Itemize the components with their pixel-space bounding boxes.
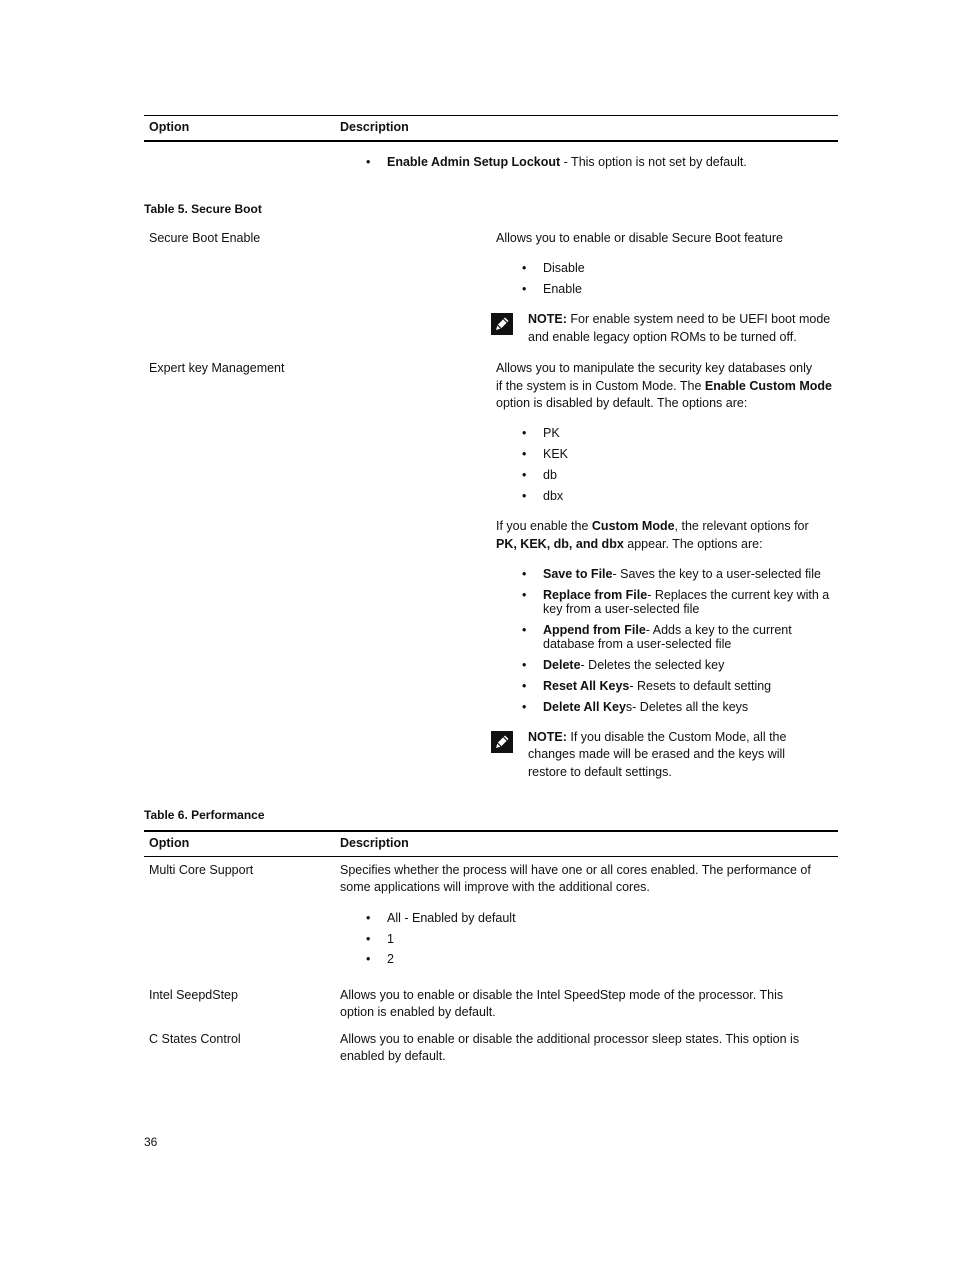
list-item-text: dbx xyxy=(543,489,564,503)
bullet-icon: • xyxy=(522,679,527,693)
bullet-icon: • xyxy=(522,447,527,461)
bullet-icon: • xyxy=(522,489,527,503)
bullet-icon: • xyxy=(522,700,527,714)
note-line: changes made will be erased and the keys will xyxy=(528,747,786,761)
option-desc-cont: database from a user-selected file xyxy=(543,637,732,651)
table-top-rule xyxy=(144,830,838,832)
note-line: If you disable the Custom Mode, all the xyxy=(566,730,787,744)
bullet-icon: • xyxy=(366,932,371,946)
option-desc: - Adds a key to the current xyxy=(645,623,792,637)
option-name: Delete xyxy=(543,658,581,672)
option-intel-speedstep: Intel SeepdStep xyxy=(149,988,238,1002)
table-caption-performance: Table 6. Performance xyxy=(144,808,265,822)
paragraph-text xyxy=(496,536,763,553)
list-item-text: Disable xyxy=(543,261,585,275)
option-name: Save to File xyxy=(543,567,613,581)
paragraph-fragment: appear. The options are: xyxy=(623,537,763,551)
list-item xyxy=(522,657,725,674)
list-item xyxy=(366,951,394,968)
description-text: Allows you to manipulate the security key databases only xyxy=(496,361,813,375)
description-text: Allows you to enable or disable the Intel SpeedStep mode of the processor. This xyxy=(340,988,784,1002)
bullet-icon: • xyxy=(522,426,527,440)
description-text: enabled by default. xyxy=(340,1049,446,1063)
option-name: Delete All Key xyxy=(543,700,626,714)
option-multi-core-support: Multi Core Support xyxy=(149,863,254,877)
bullet-icon: • xyxy=(522,261,527,275)
bullet-icon: • xyxy=(366,155,371,169)
paragraph-fragment: If you enable the xyxy=(496,519,592,533)
page-number: 36 xyxy=(144,1135,158,1149)
option-name: Append from File xyxy=(543,623,646,637)
paragraph-bold: PK, KEK, db, and dbx xyxy=(496,537,624,551)
description-text: some applications will improve with the additional cores. xyxy=(340,880,650,894)
list-item xyxy=(522,446,569,463)
list-item xyxy=(522,488,564,505)
list-item-text: 2 xyxy=(387,952,394,966)
list-item-text: KEK xyxy=(543,447,569,461)
option-desc: s- Deletes all the keys xyxy=(625,700,749,714)
note-pencil-icon xyxy=(491,731,513,753)
note-label: NOTE: xyxy=(528,730,567,744)
paragraph-fragment: , the relevant options for xyxy=(674,519,809,533)
bullet-icon: • xyxy=(522,658,527,672)
bullet-icon: • xyxy=(366,911,371,925)
table-header-description: Description xyxy=(340,836,409,850)
description-text: Allows you to enable or disable Secure Boot feature xyxy=(496,231,783,245)
bullet-icon: • xyxy=(522,567,527,581)
note-line: and enable legacy option ROMs to be turned off. xyxy=(528,330,797,344)
table-header-option: Option xyxy=(149,120,190,134)
list-item xyxy=(366,910,516,927)
option-c-states-control: C States Control xyxy=(149,1032,241,1046)
description-text: option is disabled by default. The options are: xyxy=(496,396,748,410)
note-text xyxy=(528,311,830,328)
option-name: Reset All Keys xyxy=(543,679,630,693)
option-desc-cont: key from a user-selected file xyxy=(543,602,700,616)
description-text: option is enabled by default. xyxy=(340,1005,496,1019)
option-name: Enable Admin Setup Lockout xyxy=(387,155,561,169)
paragraph-text xyxy=(496,518,809,535)
note-line: restore to default settings. xyxy=(528,765,672,779)
table-header-rule xyxy=(144,856,838,857)
note-text xyxy=(528,729,786,746)
option-desc: - This option is not set by default. xyxy=(560,155,747,169)
option-desc: - Resets to default setting xyxy=(629,679,772,693)
list-item xyxy=(522,425,560,442)
paragraph-bold: Custom Mode xyxy=(591,519,675,533)
table-top-rule xyxy=(144,115,838,116)
list-item-text: 1 xyxy=(387,932,394,946)
option-desc: - Replaces the current key with a xyxy=(647,588,830,602)
bullet-icon: • xyxy=(522,468,527,482)
list-item xyxy=(522,467,557,484)
description-text: Specifies whether the process will have one or all cores enabled. The performance of xyxy=(340,863,811,877)
list-item xyxy=(522,566,821,583)
list-item-text: All - Enabled by default xyxy=(387,911,516,925)
list-item-text: Enable xyxy=(543,282,582,296)
description-bold: Enable Custom Mode xyxy=(704,379,832,393)
option-expert-key-management: Expert key Management xyxy=(149,361,285,375)
option-secure-boot-enable: Secure Boot Enable xyxy=(149,231,261,245)
list-item-text: db xyxy=(543,468,557,482)
list-item xyxy=(522,260,585,277)
list-item xyxy=(522,699,749,716)
list-item-text: PK xyxy=(543,426,560,440)
note-pencil-icon xyxy=(491,313,513,335)
bullet-icon: • xyxy=(522,588,527,602)
description-fragment: if the system is in Custom Mode. The xyxy=(496,379,705,393)
bullet-icon: • xyxy=(522,623,527,637)
bullet-icon: • xyxy=(366,952,371,966)
table-header-rule xyxy=(144,140,838,142)
description-text xyxy=(496,378,832,395)
bullet-icon: • xyxy=(522,282,527,296)
table-header-description: Description xyxy=(340,120,409,134)
note-line: For enable system need to be UEFI boot mode xyxy=(566,312,831,326)
note-label: NOTE: xyxy=(528,312,567,326)
option-name: Replace from File xyxy=(543,588,648,602)
list-item xyxy=(366,931,394,948)
list-item xyxy=(366,154,747,171)
table-header-option: Option xyxy=(149,836,190,850)
option-desc: - Deletes the selected key xyxy=(580,658,725,672)
option-desc: - Saves the key to a user-selected file xyxy=(612,567,821,581)
description-text: Allows you to enable or disable the additional processor sleep states. This option is xyxy=(340,1032,800,1046)
list-item xyxy=(522,678,772,695)
list-item xyxy=(522,281,582,298)
table-caption-secure-boot: Table 5. Secure Boot xyxy=(144,202,262,216)
